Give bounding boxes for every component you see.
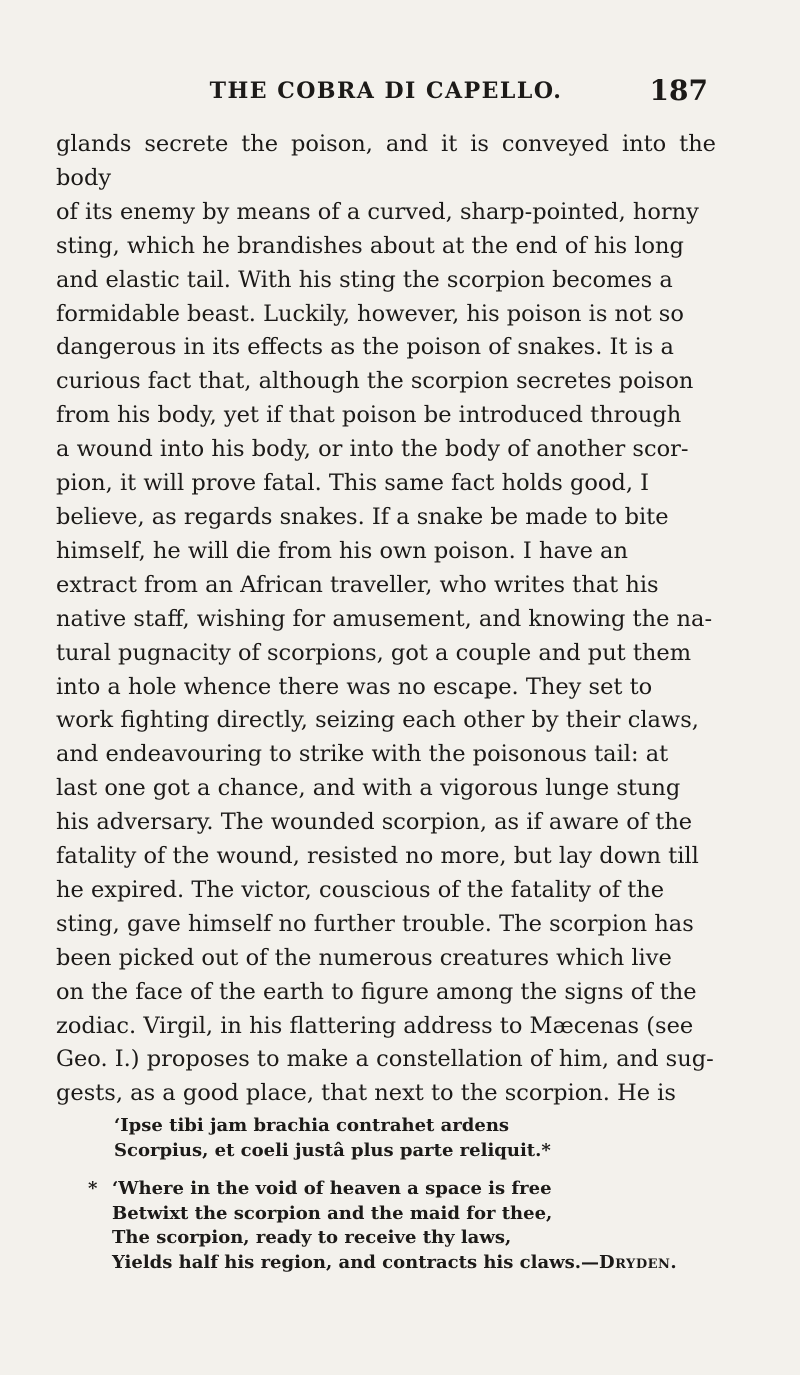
text-line: of its enemy by means of a curved, sharp-pointed, horny <box>56 198 699 225</box>
body-text <box>56 128 716 1111</box>
text-line: extract from an African traveller, who writes that his <box>56 571 659 598</box>
text-line: himself, he will die from his own poison. I have an <box>56 537 628 564</box>
footnote-line-last <box>56 1251 716 1276</box>
text-line: formidable beast. Luckily, however, his poison is not so <box>56 300 684 327</box>
text-line: work fighting directly, seizing each other by their claws, <box>56 707 699 734</box>
text-line: been picked out of the numerous creatures which live <box>56 944 672 971</box>
text-line: his adversary. The wounded scorpion, as if aware of the <box>56 809 693 836</box>
text-line: native staff, wishing for amusement, and knowing the na- <box>56 605 713 632</box>
text-line: sting, which he brandishes about at the end of his long <box>56 232 684 259</box>
running-title: THE COBRA DI CAPELLO. <box>209 78 563 104</box>
footnote-marker: * <box>88 1178 98 1200</box>
footnote-attribution: Dryden. <box>599 1251 678 1273</box>
verse-line: Scorpius, et coeli justâ plus parte reliquit.* <box>114 1140 551 1162</box>
text-line: and elastic tail. With his sting the scorpion becomes a <box>56 266 673 293</box>
text-line: tural pugnacity of scorpions, got a couple and put them <box>56 639 692 666</box>
text-line: gests, as a good place, that next to the scorpion. He is <box>56 1080 676 1107</box>
latin-verse <box>56 1113 716 1163</box>
text-line: from his body, yet if that poison be introduced through <box>56 402 682 429</box>
text-line: pion, it will prove fatal. This same fact holds good, I <box>56 470 650 497</box>
text-line: curious fact that, although the scorpion secretes poison <box>56 368 694 395</box>
footnote-line: Betwixt the scorpion and the maid for thee, <box>112 1202 553 1224</box>
text-line: glands secrete the poison, and it is conveyed into the body <box>56 131 716 191</box>
footnote-line: Yields half his region, and contracts his claws.— <box>112 1251 600 1273</box>
footnote-line: ‘Where in the void of heaven a space is free <box>112 1178 552 1200</box>
text-line: on the face of the earth to figure among the signs of the <box>56 978 697 1005</box>
verse-line: ‘Ipse tibi jam brachia contrahet ardens <box>114 1115 510 1137</box>
running-head <box>56 74 716 112</box>
page-number: 187 <box>649 74 708 107</box>
text-line: believe, as regards snakes. If a snake be made to bite <box>56 503 669 530</box>
text-line: Geo. I.) proposes to make a constellation of him, and sug- <box>56 1046 714 1073</box>
book-page <box>56 74 716 1275</box>
footnote-line: The scorpion, ready to receive thy laws, <box>112 1227 512 1249</box>
text-line: zodiac. Virgil, in his flattering address to Mæcenas (see <box>56 1012 694 1039</box>
text-line: he expired. The victor, couscious of the fatality of the <box>56 876 665 903</box>
text-line: dangerous in its effects as the poison of snakes. It is a <box>56 334 674 361</box>
text-line: into a hole whence there was no escape. They set to <box>56 673 653 700</box>
text-line: a wound into his body, or into the body of another scor- <box>56 436 689 463</box>
text-line: sting, gave himself no further trouble. The scorpion has <box>56 910 694 937</box>
text-line: last one got a chance, and with a vigorous lunge stung <box>56 775 681 802</box>
text-line: fatality of the wound, resisted no more, but lay down till <box>56 843 699 870</box>
text-line: and endeavouring to strike with the poisonous tail: at <box>56 741 669 768</box>
footnote <box>56 1177 716 1275</box>
